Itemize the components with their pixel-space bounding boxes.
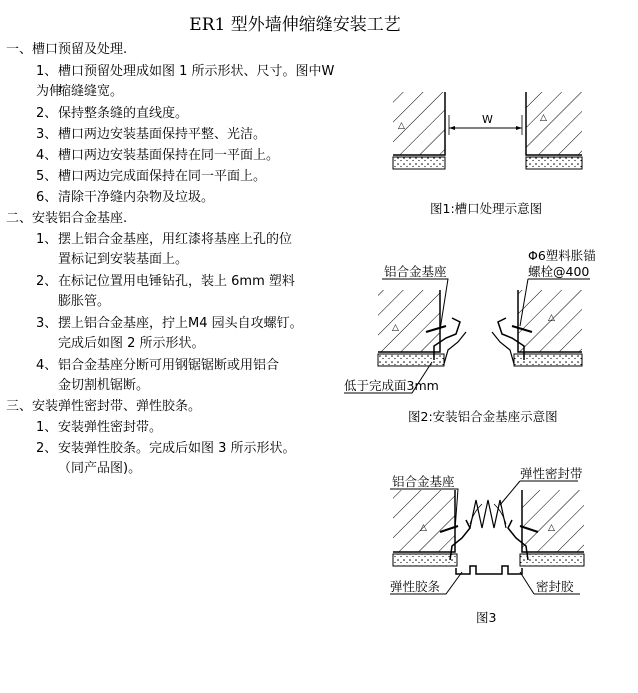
- fig3-caption: 图3: [476, 610, 497, 625]
- list-item: 1、安装弹性密封带。: [36, 420, 163, 435]
- svg-text:△: △: [548, 313, 555, 323]
- fig1-caption: 图1:槽口处理示意图: [430, 201, 543, 216]
- list-item: 2、保持整条缝的直线度。: [36, 106, 189, 121]
- list-item-continuation: 膨胀管。: [58, 294, 111, 309]
- fig2-anchor-label-2: 螺栓@400: [528, 264, 590, 279]
- fig3-sealant-label: 密封胶: [536, 579, 574, 594]
- list-item: 6、清除干净缝内杂物及垃圾。: [36, 190, 215, 205]
- fig2-caption: 图2:安装铝合金基座示意图: [408, 409, 558, 424]
- fig2-base-label: 铝合金基座: [384, 264, 447, 279]
- list-item-continuation: 置标记到安装基面上。: [58, 252, 189, 267]
- list-item-continuation: 缩缝缝宽。: [58, 84, 124, 99]
- fig3-seal-band-label: 弹性密封带: [520, 466, 583, 481]
- list-item: 3、摆上铝合金基座，拧上M4 园头自攻螺钉。: [36, 316, 303, 331]
- section-heading-3: 三、安装弹性密封带、弹性胶条。: [6, 399, 202, 414]
- section-heading-2: 二、安装铝合金基座.: [6, 211, 128, 226]
- list-item-continuation: 完成后如图 2 所示形状。: [58, 336, 205, 351]
- list-item: 1、槽口预留处理成如图 1 所示形状、尺寸。图中W为伸: [36, 64, 335, 99]
- svg-text:△: △: [540, 113, 547, 123]
- svg-text:△: △: [420, 523, 427, 533]
- list-item: 5、槽口两边完成面保持在同一平面上。: [36, 169, 267, 184]
- list-item: 3、槽口两边安装基面保持平整、光洁。: [36, 127, 267, 142]
- fig3-base-label: 铝合金基座: [392, 474, 455, 489]
- list-item-continuation: （同产品图)。: [58, 461, 142, 476]
- fig1-width-label: W: [482, 113, 493, 126]
- list-item: 2、在标记位置用电锤钻孔，装上 6mm 塑料: [36, 274, 295, 289]
- list-item: 1、摆上铝合金基座，用红漆将基座上孔的位: [36, 232, 293, 247]
- svg-text:△: △: [398, 121, 405, 131]
- section-heading-1: 一、槽口预留及处理.: [6, 42, 128, 57]
- fig2-anchor-label-1: Φ6塑料胀锚: [528, 248, 596, 263]
- list-item: 2、安装弹性胶条。完成后如图 3 所示形状。: [36, 441, 296, 456]
- svg-text:△: △: [548, 523, 555, 533]
- fig3-rubber-strip-label: 弹性胶条: [390, 579, 441, 594]
- page-title: ER1 型外墙伸缩缝安装工艺: [189, 15, 401, 35]
- list-item-continuation: 金切割机锯断。: [58, 378, 150, 393]
- svg-text:△: △: [392, 323, 399, 333]
- list-item: 4、槽口两边安装基面保持在同一平面上。: [36, 148, 280, 163]
- fig2-offset-label: 低于完成面3mm: [344, 378, 439, 393]
- list-item: 4、铝合金基座分断可用钢锯锯断或用铝合: [36, 358, 280, 373]
